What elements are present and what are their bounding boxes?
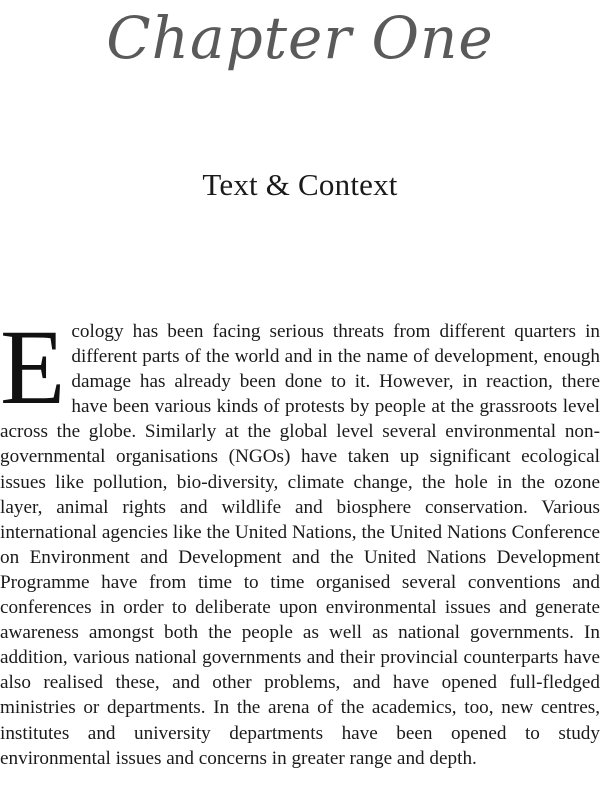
chapter-label: Chapter One: [106, 4, 494, 72]
body-paragraph: [0, 309, 600, 771]
drop-cap: E: [0, 309, 66, 427]
paragraph-text: cology has been facing serious threats from different quarters in different parts of the world and in the name of development, enough damage has already been done to it. However, in reaction, there have been various kinds of protests by people at the grassroots level across the globe. Similarly at the global level several environmental non-governmental organisations (NGOs) have taken up significant ecological issues like pollution, bio-diversity, climate change, the hole in the ozone layer, animal rights and wildlife and biosphere conservation. Various international agencies like the United Nations, the United Nations Conference on Environment and Development and the United Nations Development Programme have from time to time organised several conventions and conferences in order to deliberate upon environmental issues and generate awareness amongst both the people as well as national governments. In addition, various national governments and their provincial counterparts have also realised these, and other problems, and have opened full-fledged ministries or departments. In the arena of the academics, too, new centres, institutes and university departments have been opened to study environmental issues and concerns in greater range and depth.: [0, 321, 600, 769]
chapter-title: Text & Context: [202, 167, 398, 202]
